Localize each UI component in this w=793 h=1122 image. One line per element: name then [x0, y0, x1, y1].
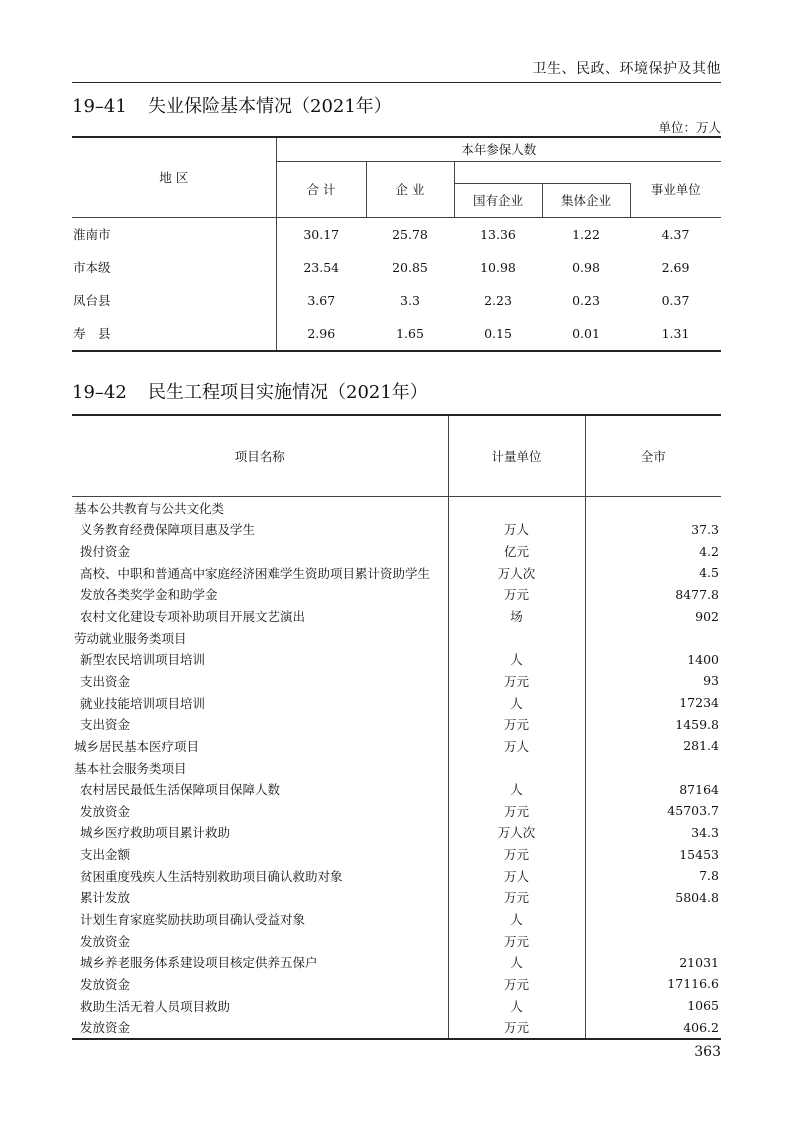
institution-cell: 1.31 — [661, 325, 690, 341]
table-row — [72, 497, 721, 519]
state-owned-cell: 13.36 — [480, 226, 516, 242]
unit-cell — [448, 757, 585, 779]
table-row — [72, 843, 721, 865]
item-name-cell: 农村居民最低生活保障项目保障人数 — [72, 778, 448, 800]
header-total: 合 计 — [276, 161, 366, 217]
collective-cell: 1.22 — [572, 226, 600, 242]
unit-cell: 万元 — [448, 843, 585, 865]
item-name-cell: 贫困重度残疾人生活特别救助项目确认救助对象 — [72, 865, 448, 887]
item-name-cell: 新型农民培训项目培训 — [72, 648, 448, 670]
unit-cell: 万人 — [448, 735, 585, 757]
value-cell: 87164 — [679, 781, 719, 797]
table1-number: 19–41 — [72, 96, 127, 117]
table1-title-text: 失业保险基本情况（2021年） — [148, 96, 392, 117]
value-cell: 4.2 — [699, 543, 719, 559]
institution-cell: 2.69 — [661, 259, 690, 275]
collective-cell: 0.01 — [572, 325, 600, 341]
header-insured-group: 本年参保人数 — [276, 137, 721, 161]
state-owned-cell: 0.15 — [484, 325, 512, 341]
header-collective: 集体企业 — [542, 183, 630, 217]
header-item: 项目名称 — [72, 415, 448, 497]
item-name-cell: 基本公共教育与公共文化类 — [72, 497, 448, 519]
table-row — [72, 540, 721, 562]
table-row — [72, 584, 721, 606]
institution-cell: 4.37 — [661, 226, 690, 242]
running-header: 卫生、民政、环境保护及其他 — [532, 61, 721, 77]
unit-cell: 场 — [448, 605, 585, 627]
value-cell: 1400 — [687, 651, 719, 667]
unit-cell: 万元 — [448, 584, 585, 606]
unit-cell: 人 — [448, 908, 585, 930]
table-row — [72, 284, 721, 317]
page-number: 363 — [694, 1044, 721, 1060]
table-row — [72, 692, 721, 714]
item-name-cell: 发放资金 — [72, 800, 448, 822]
table-row — [72, 735, 721, 757]
value-cell: 1065 — [687, 998, 719, 1014]
header-city: 全市 — [585, 415, 721, 497]
table2-body — [72, 497, 721, 1040]
table-row — [72, 887, 721, 909]
item-name-cell: 劳动就业服务类项目 — [72, 627, 448, 649]
item-name-cell: 义务教育经费保障项目惠及学生 — [72, 519, 448, 541]
item-name-cell: 支出金额 — [72, 843, 448, 865]
value-cell: 902 — [695, 608, 719, 624]
table-row — [72, 605, 721, 627]
value-cell: 8477.8 — [675, 586, 719, 602]
value-cell: 34.3 — [691, 824, 719, 840]
unit-cell: 万人 — [448, 865, 585, 887]
unit-cell: 人 — [448, 778, 585, 800]
enterprise-cell: 1.65 — [396, 325, 424, 341]
item-name-cell: 发放资金 — [72, 930, 448, 952]
table-row — [72, 713, 721, 735]
item-name-cell: 发放各类奖学金和助学金 — [72, 584, 448, 606]
table-row — [72, 519, 721, 541]
item-name-cell: 城乡养老服务体系建设项目核定供养五保户 — [72, 951, 448, 973]
header-state-owned: 国有企业 — [454, 183, 542, 217]
region-cell: 淮南市 — [72, 217, 276, 251]
table1-unit: 单位：万人 — [658, 120, 721, 135]
unit-cell: 万元 — [448, 973, 585, 995]
value-cell: 281.4 — [683, 738, 719, 754]
value-cell: 17234 — [679, 695, 719, 711]
header-enterprise: 企 业 — [366, 161, 454, 217]
item-name-cell: 基本社会服务类项目 — [72, 757, 448, 779]
item-name-cell: 累计发放 — [72, 887, 448, 909]
state-owned-cell: 10.98 — [480, 259, 516, 275]
unit-cell: 万元 — [448, 887, 585, 909]
unit-cell — [448, 497, 585, 519]
value-cell: 37.3 — [691, 521, 719, 537]
item-name-cell: 救助生活无着人员项目救助 — [72, 995, 448, 1017]
unit-cell: 万人次 — [448, 562, 585, 584]
enterprise-cell: 3.3 — [400, 292, 420, 308]
institution-cell: 0.37 — [661, 292, 690, 308]
region-cell: 寿 县 — [72, 317, 276, 351]
table-row — [72, 973, 721, 995]
table-row — [72, 800, 721, 822]
unit-cell: 万元 — [448, 713, 585, 735]
region-cell: 凤台县 — [72, 284, 276, 317]
total-cell: 3.67 — [307, 292, 336, 308]
table-row — [72, 648, 721, 670]
value-cell: 1459.8 — [675, 716, 719, 732]
state-owned-cell: 2.23 — [484, 292, 512, 308]
enterprise-cell: 25.78 — [392, 226, 428, 242]
item-name-cell: 高校、中职和普通高中家庭经济困难学生资助项目累计资助学生 — [72, 562, 448, 584]
header-institution: 事业单位 — [630, 161, 721, 217]
unit-cell: 万元 — [448, 800, 585, 822]
table-row — [72, 930, 721, 952]
table-row — [72, 822, 721, 844]
unit-cell: 万元 — [448, 670, 585, 692]
livelihood-projects-table — [72, 414, 721, 1040]
table-row — [72, 778, 721, 800]
item-name-cell: 发放资金 — [72, 973, 448, 995]
table1-title — [72, 92, 392, 118]
value-cell: 15453 — [679, 846, 719, 862]
table-row — [72, 757, 721, 779]
unit-cell: 万元 — [448, 930, 585, 952]
item-name-cell: 发放资金 — [72, 1016, 448, 1039]
collective-cell: 0.23 — [572, 292, 600, 308]
value-cell: 93 — [703, 673, 719, 689]
unit-cell: 人 — [448, 995, 585, 1017]
unit-cell: 万元 — [448, 1016, 585, 1039]
region-cell: 市本级 — [72, 251, 276, 284]
table-row — [72, 1016, 721, 1039]
value-cell: 4.5 — [699, 565, 719, 581]
item-name-cell: 就业技能培训项目培训 — [72, 692, 448, 714]
table-row — [72, 317, 721, 351]
unemployment-insurance-table — [72, 136, 721, 352]
value-cell: 21031 — [679, 954, 719, 970]
unit-cell: 人 — [448, 951, 585, 973]
total-cell: 23.54 — [303, 259, 340, 275]
unit-cell: 人 — [448, 648, 585, 670]
value-cell: 7.8 — [699, 868, 719, 884]
value-cell — [585, 930, 721, 952]
table2-number: 19–42 — [72, 382, 127, 403]
table-row — [72, 951, 721, 973]
value-cell — [585, 497, 721, 519]
value-cell: 45703.7 — [667, 803, 719, 819]
item-name-cell: 城乡医疗救助项目累计救助 — [72, 822, 448, 844]
header-enterprise-sub — [454, 161, 630, 183]
table-row — [72, 627, 721, 649]
unit-cell: 万人次 — [448, 822, 585, 844]
unit-cell: 万人 — [448, 519, 585, 541]
table-row — [72, 251, 721, 284]
table2-title-text: 民生工程项目实施情况（2021年） — [148, 382, 428, 403]
table-row — [72, 217, 721, 251]
table-row — [72, 908, 721, 930]
table2-title — [72, 378, 428, 404]
value-cell — [585, 908, 721, 930]
table-row — [72, 995, 721, 1017]
table-row — [72, 865, 721, 887]
header-unit: 计量单位 — [448, 415, 585, 497]
total-cell: 2.96 — [307, 325, 336, 341]
header-region: 地 区 — [72, 137, 276, 217]
collective-cell: 0.98 — [572, 259, 600, 275]
value-cell: 17116.6 — [667, 976, 719, 992]
unit-cell: 亿元 — [448, 540, 585, 562]
value-cell — [585, 757, 721, 779]
item-name-cell: 支出资金 — [72, 713, 448, 735]
item-name-cell: 农村文化建设专项补助项目开展文艺演出 — [72, 605, 448, 627]
table-row — [72, 670, 721, 692]
item-name-cell: 计划生育家庭奖励扶助项目确认受益对象 — [72, 908, 448, 930]
enterprise-cell: 20.85 — [392, 259, 428, 275]
item-name-cell: 支出资金 — [72, 670, 448, 692]
table-row — [72, 562, 721, 584]
item-name-cell: 拨付资金 — [72, 540, 448, 562]
value-cell: 406.2 — [683, 1019, 719, 1035]
unit-cell: 人 — [448, 692, 585, 714]
header-rule — [72, 82, 721, 83]
value-cell — [585, 627, 721, 649]
item-name-cell: 城乡居民基本医疗项目 — [72, 735, 448, 757]
total-cell: 30.17 — [303, 226, 340, 242]
unit-cell — [448, 627, 585, 649]
value-cell: 5804.8 — [675, 889, 719, 905]
